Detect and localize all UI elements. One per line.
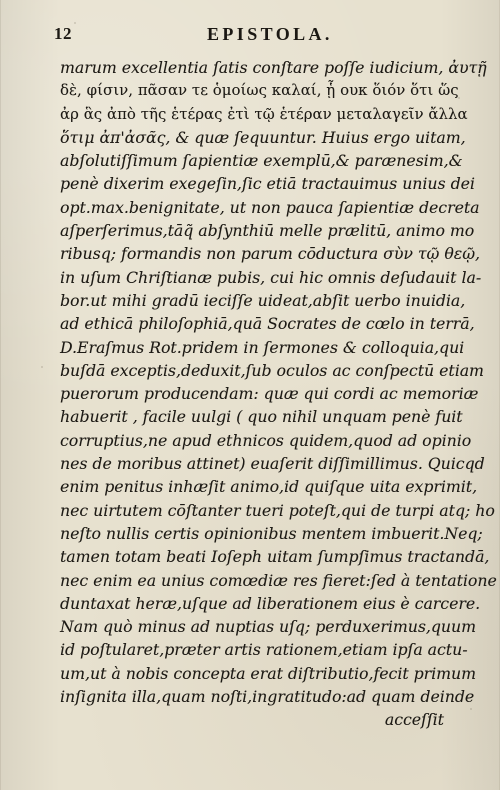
text-line: ribusq; formandis non parum cōductura σὺν τῷ θεῷ, (60, 244, 480, 264)
text-line: id poſtularet,præter artis rationem,etiam ipſa actu- (60, 640, 468, 660)
text-line: tamen totam beati Ioſeph uitam ſumpſimus tractandā, (60, 547, 490, 567)
text-line: nes de moribus attinet) euaſerit diſſimillimus. Quicqd (60, 454, 485, 474)
text-line: inſignita illa,quam noſti,ingratitudo:ad quam deinde (60, 687, 475, 707)
running-head: EPISTOLA. (207, 24, 333, 44)
paper-speck (458, 97, 460, 99)
catchword: acceſſit (384, 710, 444, 730)
text-line: Nam quò minus ad nuptias uſq; perduxerimus,quum (60, 617, 476, 637)
text-line: opt.max.benignitate, ut non pauca ſapientiæ decreta (60, 197, 480, 217)
page-number: 12 (54, 24, 72, 43)
body-text (60, 56, 497, 732)
text-line: ὅτιμ ἀπ'ἀσᾶς, & quæ ſequuntur. Huius ergo uitam, (60, 127, 466, 147)
text-line: enim penitus inhæſit animo,id quiſque uita exprimit, (60, 477, 478, 497)
text-line: D.Eraſmus Rot.pridem in ſermones & colloquia,qui (60, 337, 465, 357)
text-line: penè dixerim exegeſin,ſic etiā tractauimus unius dei (60, 174, 475, 194)
text-line: um,ut à nobis concepta erat diſtributio,fecit primum (60, 663, 477, 683)
paper-speck (74, 22, 76, 24)
text-line: in uſum Chriſtianæ pubis, cui hic omnis deſudauit la- (60, 267, 482, 287)
paper-speck (41, 366, 43, 368)
text-line: neſto nullis certis opinionibus mentem imbuerit.Neq; (60, 523, 483, 543)
text-line: marum excellentia ſatis conſtare poſſe iudicium, ἀυτῇ (60, 58, 487, 77)
page-header (54, 24, 452, 48)
text-line: duntaxat heræ,uſque ad liberationem eius è carcere. (60, 593, 481, 613)
text-line: aſperſerimus,tāq̃ abſynthiū melle prælitū, animo mo (60, 221, 475, 241)
paper-speck (470, 708, 472, 710)
text-line: ad ethicā philoſophiā,quā Socrates de cœlo in terrā, (60, 314, 475, 334)
text-line: habuerit , facile uulgi ( quo nihil unquam penè fuit (60, 407, 463, 427)
greek-text-line: δὲ, φίσιν, πᾶσαν τε ὁμοίως καλαί, ᾗ ουκ ὅιόν ὅτι ὥς (60, 82, 459, 100)
text-line: nec enim ea unius comœdiæ res fieret:ſed à tentatione (60, 570, 497, 590)
text-line: puerorum producendam: quæ qui cordi ac memoriæ (60, 384, 479, 404)
text-line: nec uirtutem cōſtanter tueri poteſt,qui de turpi atq; ho (60, 500, 495, 520)
text-line: corruptius,ne apud ethnicos quidem,quod ad opinio (60, 430, 472, 450)
text-line: bor.ut mihi gradū ieciſſe uideat,abſit uerbo inuidia, (60, 290, 466, 310)
text-line: buſdā exceptis,deduxit,ſub oculos ac conſpectū etiam (60, 360, 484, 380)
greek-text-line: ἀρ ἃς ἀπὸ τῆς ἑτέρας ἐτὶ τῷ ἑτέραν μεταλαγεῖν ἄλλα (60, 105, 468, 123)
text-line: abſolutiſſimum ſapientiæ exemplū,& parænesim,& (60, 151, 463, 171)
